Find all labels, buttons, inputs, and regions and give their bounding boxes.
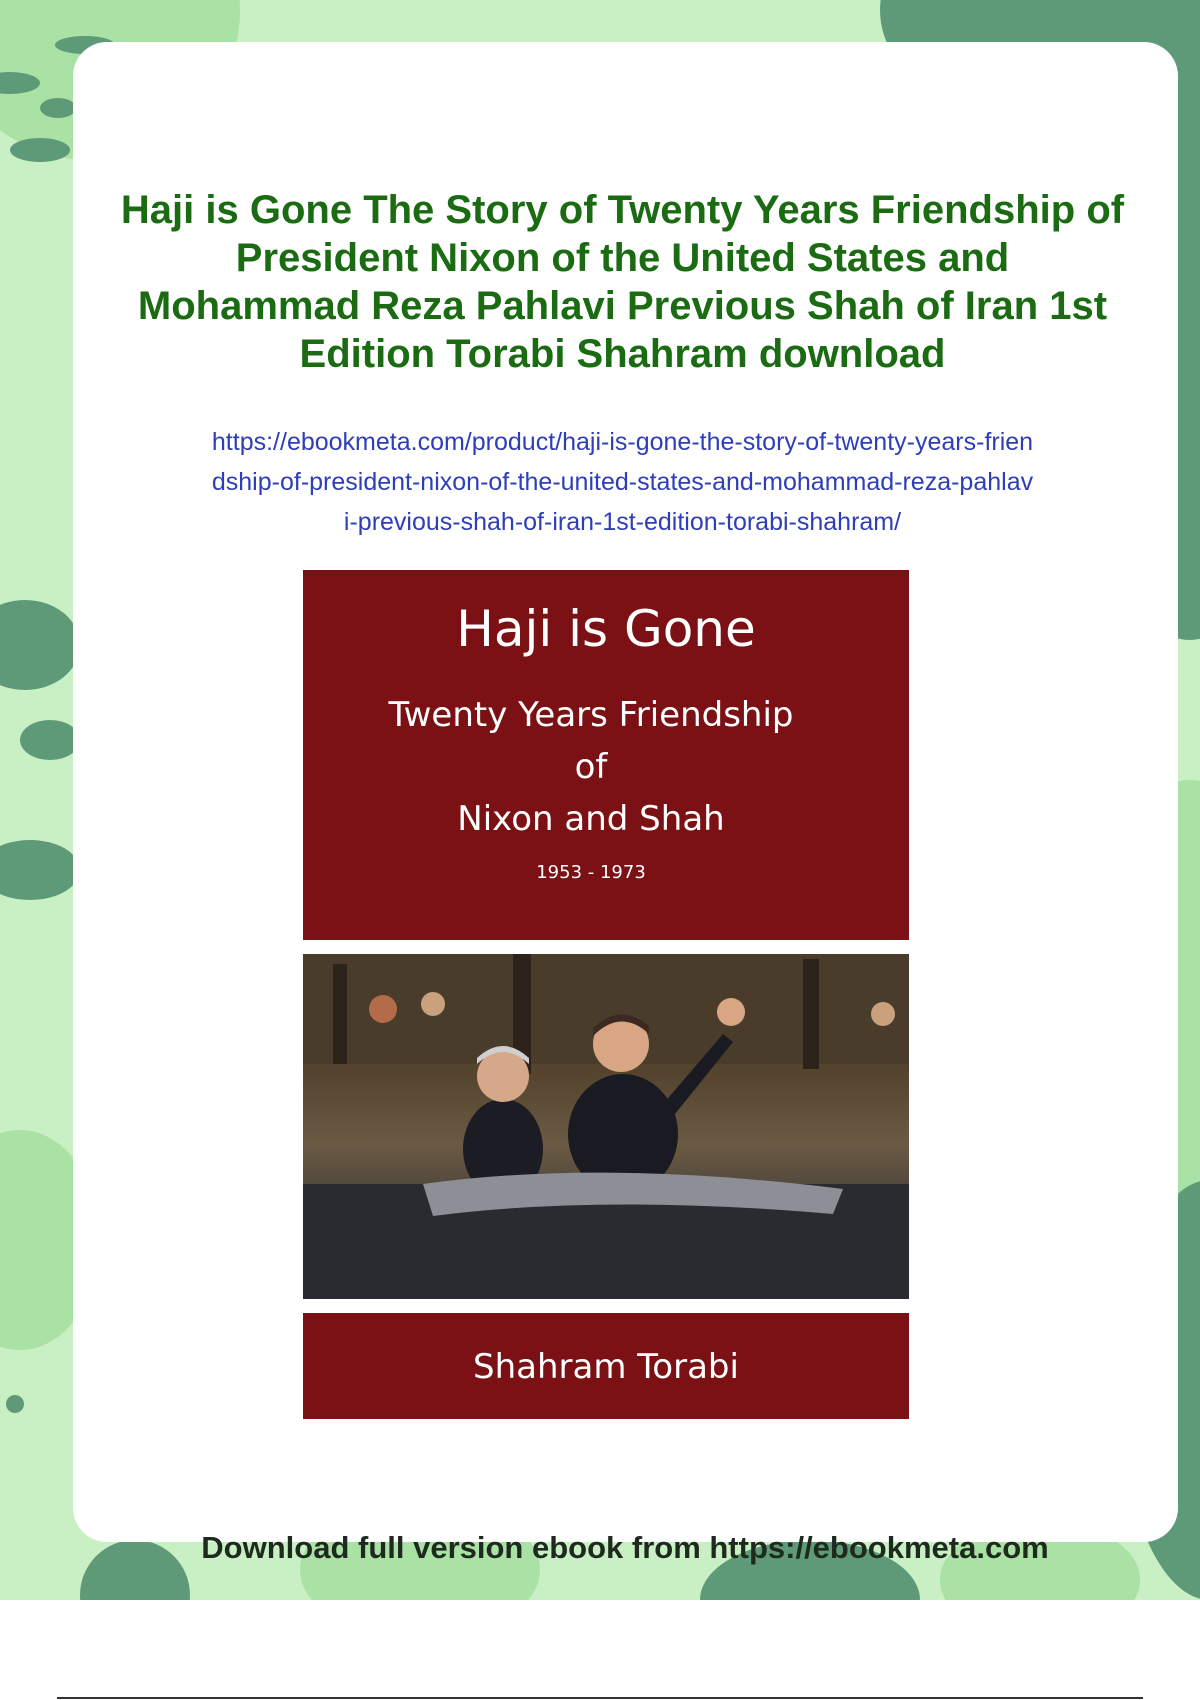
cover-subtitle-line1: Twenty Years Friendship [388, 695, 794, 735]
cover-photo [303, 954, 909, 1299]
product-link[interactable]: https://ebookmeta.com/product/haji-is-gone-the-story-of-twenty-years-friendship-of-president-nixon-of-the-united-states-and-mohammad-reza-pahlavi-previous-shah-of-iran-1st-edition-torabi-shahram/ [211, 428, 1034, 536]
document-title: Haji is Gone The Story of Twenty Years Friendship of President Nixon of the United States and Mohammad Reza Pahlavi Previous Shah of Iran 1st Edition Torabi Shahram download [120, 188, 1125, 376]
photo-waving-hand [717, 998, 745, 1026]
background-blob [20, 720, 80, 760]
background-blob [6, 1395, 24, 1413]
book-cover-author-band [303, 1313, 909, 1419]
photo-tree [803, 959, 819, 1069]
photo-illustration [303, 954, 909, 1299]
cover-title: Haji is Gone [456, 600, 756, 658]
footer-download-text: Download full version ebook from https://ebookmeta.com [201, 1530, 1049, 1565]
book-cover-header [303, 570, 909, 940]
background-blob [10, 138, 70, 162]
cover-subtitle-line2: of [574, 747, 608, 787]
photo-tree [333, 964, 347, 1064]
background-blob [0, 600, 80, 690]
photo-crowd-person [369, 995, 397, 1023]
bottom-divider [57, 1697, 1143, 1699]
photo-crowd-person [421, 992, 445, 1016]
cover-subtitle-line3: Nixon and Shah [457, 799, 725, 839]
cover-author: Shahram Torabi [473, 1347, 739, 1387]
background-blob [40, 98, 76, 118]
background-blob [0, 840, 80, 900]
photo-crowd-person [871, 1002, 895, 1026]
cover-years: 1953 - 1973 [536, 862, 646, 883]
